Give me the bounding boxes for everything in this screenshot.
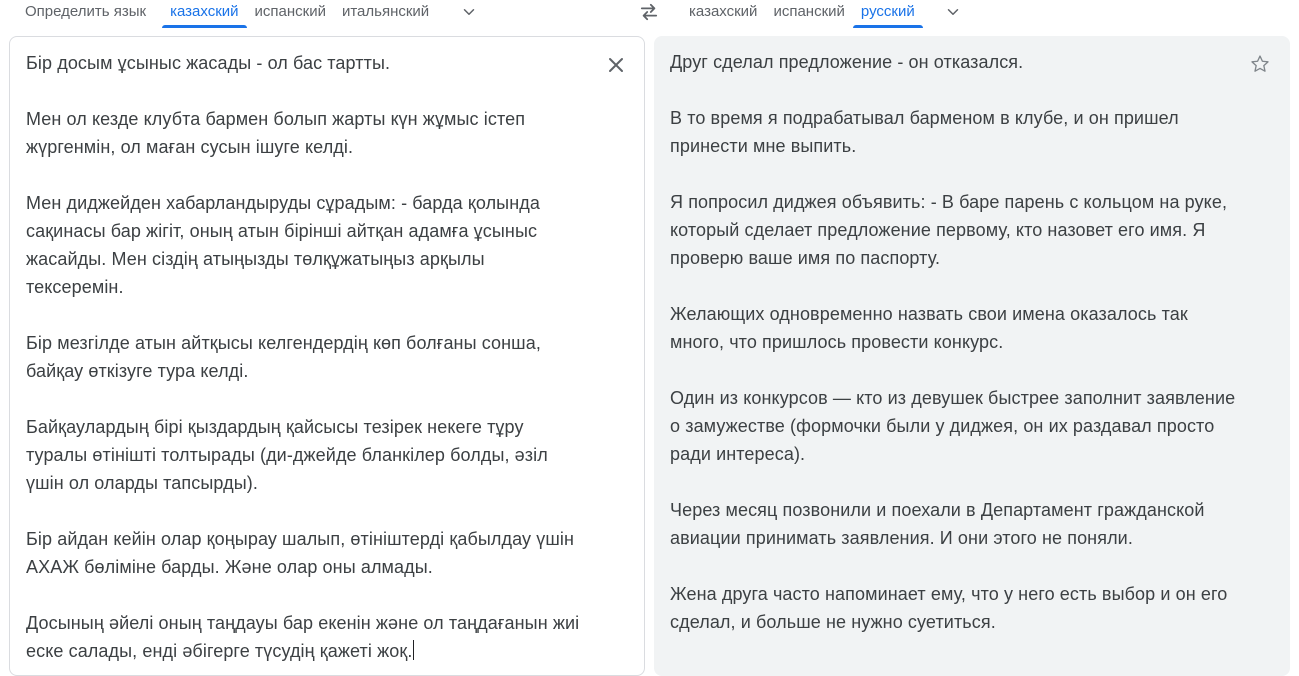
swap-arrows-icon (638, 3, 660, 21)
chevron-down-icon (944, 3, 962, 21)
source-line: Бір айдан кейін олар қоңырау шалып, өтініштерді қабылдау үшін (26, 529, 575, 549)
source-paragraph (26, 609, 579, 665)
close-icon (608, 57, 624, 73)
translation-line: Друг сделал предложение - он отказался. (670, 52, 1024, 72)
source-line: Досының әйелі оның таңдауы бар екенін және ол таңдағанын жиі (26, 613, 580, 633)
source-line: Бір досым ұсыныс жасады - ол бас тартты. (26, 53, 391, 73)
translation-line: Жена друга часто напоминает ему, что у него есть выбор и он его (670, 584, 1228, 604)
source-paragraph (26, 413, 579, 497)
source-paragraph (26, 329, 579, 385)
detect-language-tab[interactable]: Определить язык (25, 3, 147, 20)
translation-line: Я попросил диджея объявить: - В баре парень с кольцом на руке, (670, 192, 1228, 212)
star-icon (1250, 54, 1270, 74)
translation-line: который сделает предложение первому, кто назовет его имя. Я (670, 220, 1206, 240)
source-lang-tab-italian[interactable]: итальянский (341, 3, 430, 20)
translation-paragraph (670, 48, 1235, 76)
source-paragraph (26, 189, 579, 301)
translation-line: Один из конкурсов — кто из девушек быстрее заполнит заявление (670, 388, 1236, 408)
target-lang-tab-spanish[interactable]: испанский (773, 3, 845, 20)
source-paragraph (26, 49, 579, 77)
text-cursor (413, 640, 414, 660)
translation-line: проверю ваше имя по паспорту. (670, 248, 941, 268)
translation-panel (654, 36, 1290, 676)
source-line: Бір мезгілде атын айтқысы келгендердің көп болғаны сонша, (26, 333, 541, 353)
target-language-bar (668, 0, 1299, 28)
source-line: жасайды. Мен сіздің атыңызды төлқұжатыңыз арқылы (26, 249, 485, 269)
translation-paragraph (670, 104, 1235, 160)
translation-line: В то время я подрабатывал барменом в клубе, и он пришел (670, 108, 1179, 128)
translation-paragraph (670, 580, 1235, 636)
source-line: Мен ол кезде клубта бармен болып жарты күн жұмыс істеп (26, 109, 526, 129)
source-line: үшін ол оларды тапсырды). (26, 473, 258, 493)
target-lang-tab-kazakh[interactable]: казахский (689, 3, 758, 20)
target-more-languages-button[interactable] (941, 0, 965, 24)
translation-output (670, 48, 1235, 636)
source-text-panel[interactable] (9, 36, 645, 676)
source-textarea[interactable] (26, 49, 579, 665)
translation-paragraph (670, 384, 1235, 468)
source-line: туралы өтінішті толтырады (ди-джейде бланкілер болды, әзіл (26, 445, 548, 465)
swap-languages-button[interactable] (630, 0, 668, 24)
source-line: АХАЖ бөліміне барды. Және олар оны алмады. (26, 557, 433, 577)
translation-line: принести мне выпить. (670, 136, 857, 156)
source-language-bar (0, 0, 640, 28)
translation-paragraph (670, 188, 1235, 272)
source-line: байқау өткізуге тура келді. (26, 361, 249, 381)
translation-line: ради интереса). (670, 444, 806, 464)
target-lang-tab-russian[interactable]: русский (861, 0, 915, 28)
source-line: сақинасы бар жігіт, оның атын бірінші айтқан адамға ұсыныс (26, 221, 538, 241)
source-line: жүргенмін, ол маған сусын ішуге келді. (26, 137, 354, 157)
translation-line: Через месяц позвонили и поехали в Департамент гражданской (670, 500, 1205, 520)
translation-line: о замужестве (формочки были у диджея, он их раздавал просто (670, 416, 1215, 436)
clear-source-text-button[interactable] (604, 53, 628, 77)
translation-line: много, что пришлось провести конкурс. (670, 332, 1004, 352)
source-line: тексеремін. (26, 277, 124, 297)
chevron-down-icon (460, 3, 478, 21)
source-paragraph (26, 525, 579, 581)
translation-line: Желающих одновременно назвать свои имена оказалось так (670, 304, 1188, 324)
source-paragraph (26, 105, 579, 161)
source-more-languages-button[interactable] (457, 0, 481, 24)
save-translation-button[interactable] (1248, 52, 1272, 76)
source-line: еске салады, енді әбігерге түсудің қажеті жоқ. (26, 641, 413, 661)
source-line: Байқаулардың бірі қыздардың қайсысы тезірек некеге тұру (26, 417, 524, 437)
source-lang-tab-spanish[interactable]: испанский (254, 3, 326, 20)
source-line: Мен диджейден хабарландыруды сұрадым: - барда қолында (26, 193, 540, 213)
translation-paragraph (670, 496, 1235, 552)
translation-line: сделал, и больше не нужно суетиться. (670, 612, 996, 632)
translation-paragraph (670, 300, 1235, 356)
source-lang-tab-kazakh[interactable]: казахский (170, 0, 238, 28)
translation-line: авиации принимать заявления. И они этого не поняли. (670, 528, 1133, 548)
